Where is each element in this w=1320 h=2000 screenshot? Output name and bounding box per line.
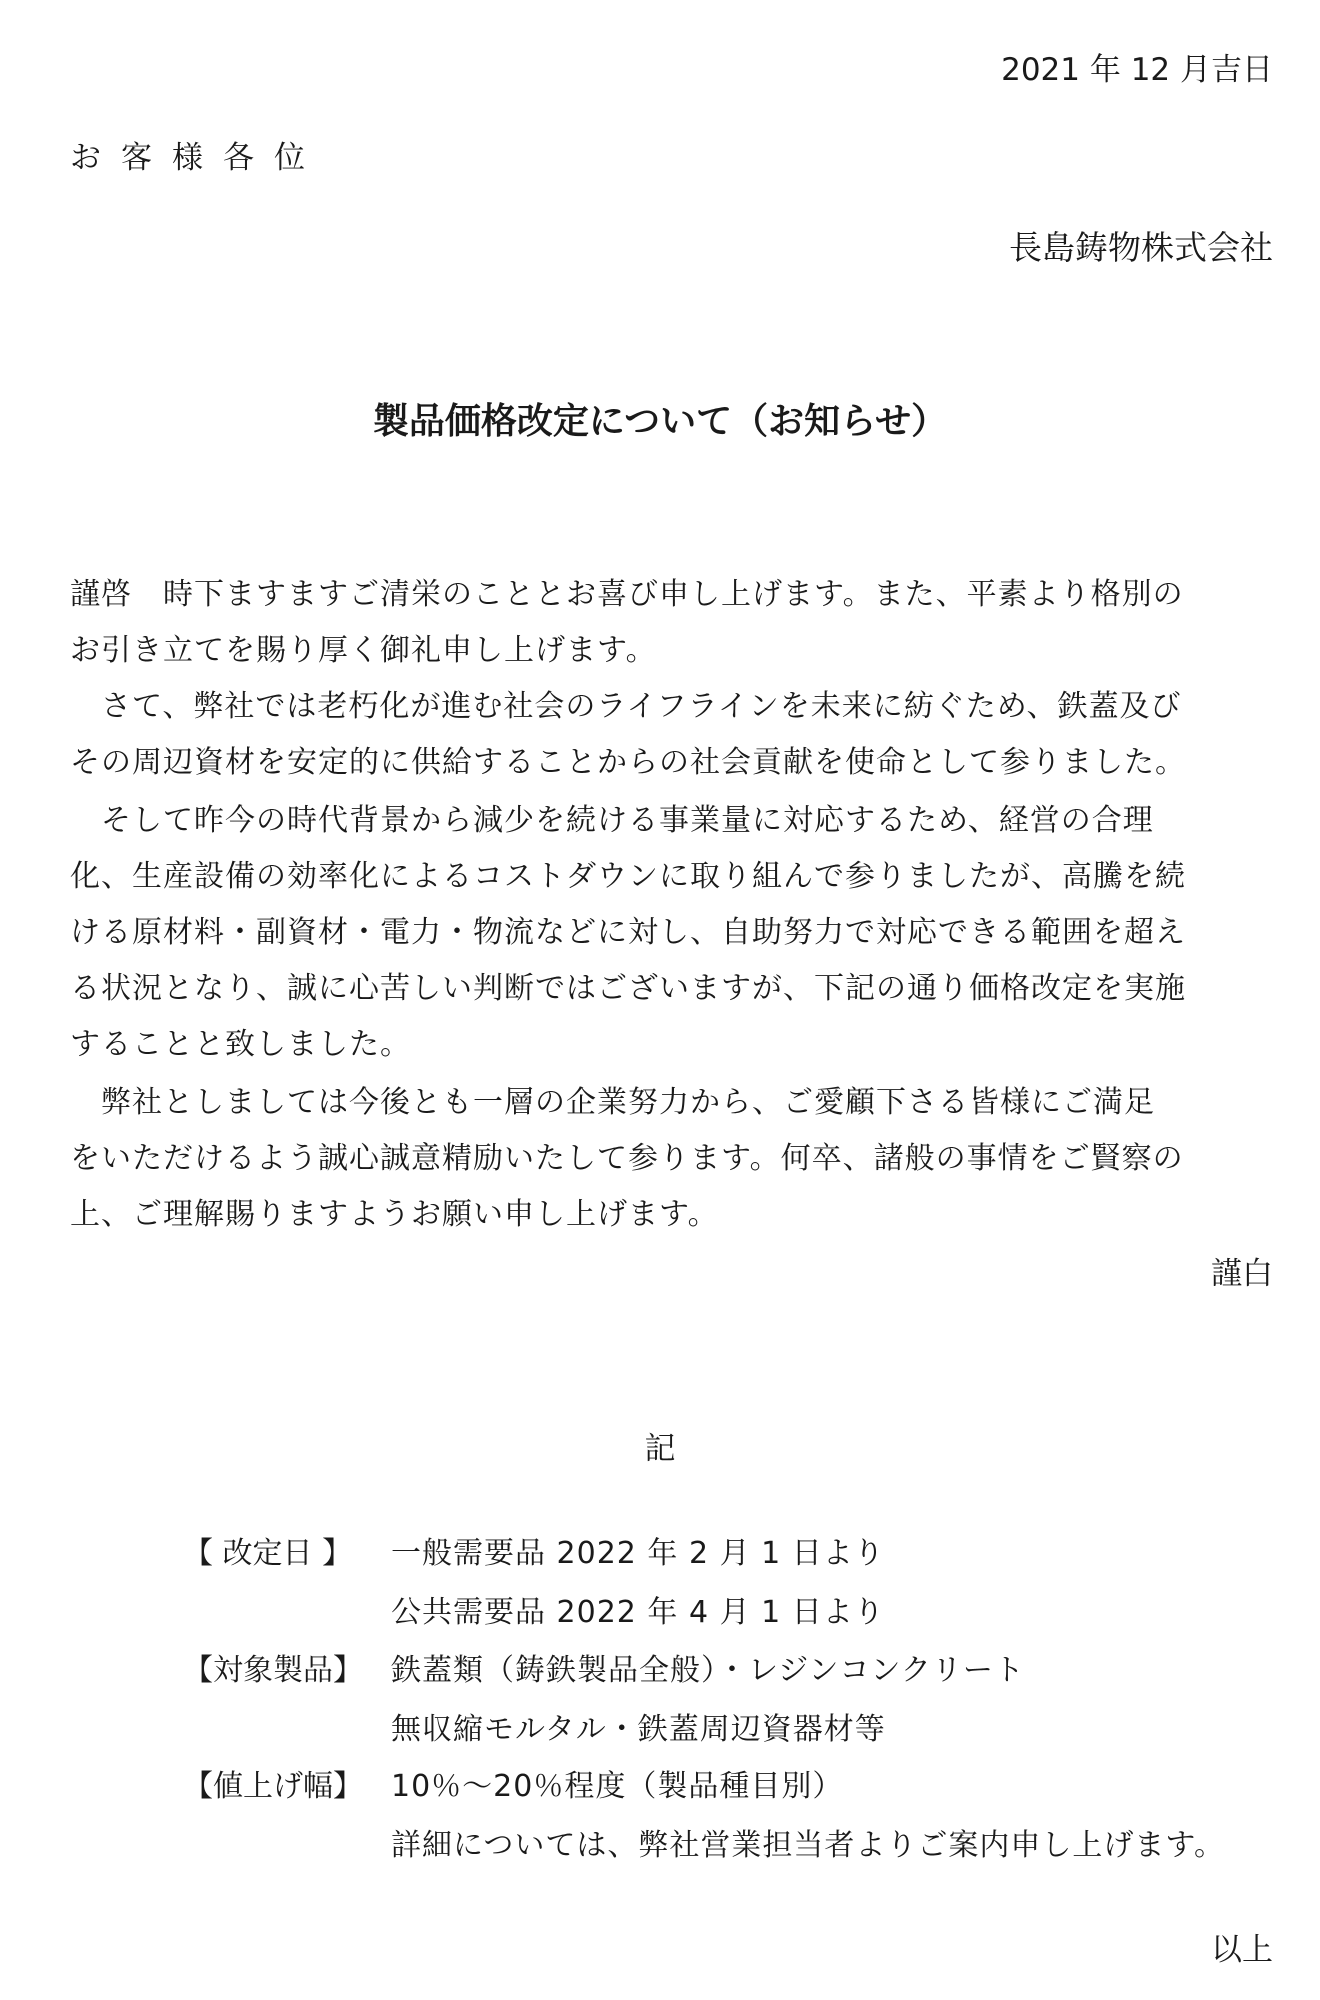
body-line: 弊社としましては今後とも一層の企業努力から、ご愛顧下さる皆様にご満足 [70,1085,1155,1120]
body-line: ける原材料・副資材・電力・物流などに対し、自助努力で対応できる範囲を超え [70,915,1186,950]
issue-date: 2021 年 12 月吉日 [1001,52,1273,88]
target-products-line: 鉄蓋類（鋳鉄製品全般）・レジンコンクリート [391,1653,1025,1688]
notice-heading: 記 [644,1431,676,1467]
end-mark: 以上 [1211,1932,1273,1968]
body-line: その周辺資材を安定的に供給することからの社会貢献を使命として参りました。 [70,745,1186,780]
body-line: お引き立てを賜り厚く御礼申し上げます。 [70,633,657,668]
body-line: さて、弊社では老朽化が進む社会のライフラインを未来に紡ぐため、鉄蓋及び [70,689,1182,724]
revision-date-general: 一般需要品 2022 年 2 月 1 日より [391,1536,885,1571]
body-line: る状況となり、誠に心苦しい判断ではございますが、下記の通り価格改定を実施 [70,971,1186,1006]
recipient: お客様各位 [70,140,325,176]
body-line: をいただけるよう誠心誠意精励いたして参ります。何卒、諸般の事情をご賢察の [70,1141,1184,1176]
target-products-line: 無収縮モルタル・鉄蓋周辺資器材等 [391,1712,886,1747]
price-increase-range: 10％～20％程度（製品種目別） [391,1769,844,1804]
sender-company: 長島鋳物株式会社 [1009,228,1273,267]
revision-date-public: 公共需要品 2022 年 4 月 1 日より [391,1595,885,1630]
body-line: 上、ご理解賜りますようお願い申し上げます。 [70,1197,719,1232]
closing-word: 謹白 [1211,1256,1273,1292]
body-line: することと致しました。 [70,1027,411,1062]
page-title: 製品価格改定について（お知らせ） [372,401,948,442]
revision-date-label: 【 改定日 】 [183,1536,353,1571]
target-products-label: 【対象製品】 [183,1653,363,1688]
body-line: 謹啓 時下ますますご清栄のこととお喜び申し上げます。また、平素より格別の [70,577,1184,612]
price-increase-label: 【値上げ幅】 [183,1769,363,1804]
price-increase-details: 詳細については、弊社営業担当者よりご案内申し上げます。 [391,1828,1225,1863]
body-line: 化、生産設備の効率化によるコストダウンに取り組んで参りましたが、高騰を続 [70,859,1186,894]
body-line: そして昨今の時代背景から減少を続ける事業量に対応するため、経営の合理 [70,803,1154,838]
